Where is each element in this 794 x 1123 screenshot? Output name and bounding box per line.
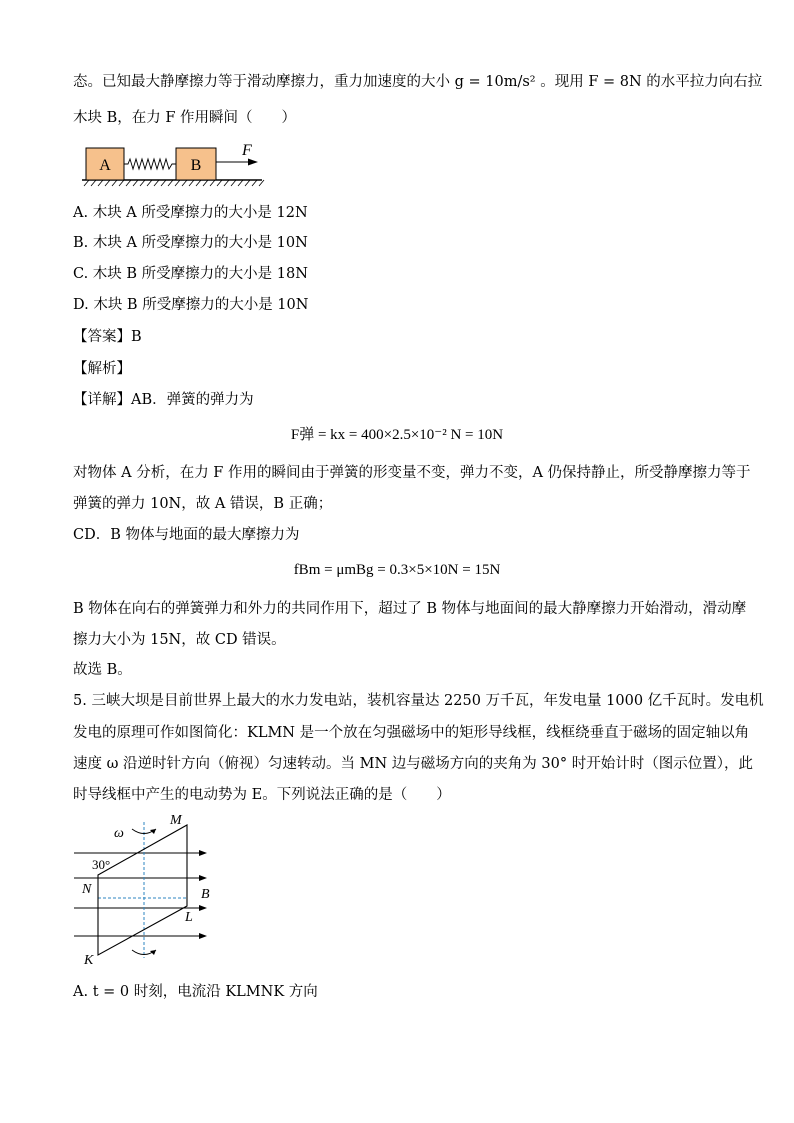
angle-label: 30°: [92, 857, 111, 872]
question-5-text: 5. 三峡大坝是目前世界上最大的水力发电站，装机容量达 2250 万千瓦，年发电量 1000 亿千瓦时。发电机: [73, 693, 764, 709]
block-b-label: B: [190, 157, 202, 174]
coil-field-figure: [70, 808, 220, 970]
equation-spring-force: F弹 = kx = 400×2.5×10⁻² N = 10N: [290, 427, 504, 443]
text-line: 擦力大小为 15N，故 CD 错误。: [73, 632, 286, 648]
text-line: CD．B 物体与地面的最大摩擦力为: [73, 527, 300, 543]
analysis-heading: 【解析】: [73, 361, 131, 377]
question-5-option-a: A. t = 0 时刻，电流沿 KLMNK 方向: [73, 984, 318, 1000]
block-a-label: A: [99, 157, 111, 174]
option-b: B. 木块 A 所受摩擦力的大小是 10N: [73, 235, 308, 251]
text-line: 故选 B。: [73, 662, 132, 678]
option-c: C. 木块 B 所受摩擦力的大小是 18N: [73, 266, 308, 282]
field-b-label: B: [201, 887, 210, 902]
vertex-k-label: K: [84, 953, 94, 968]
spring: [124, 159, 176, 169]
force-label: F: [242, 142, 252, 159]
vertex-n-label: N: [82, 882, 92, 897]
text-line: 弹簧的弹力 10N，故 A 错误，B 正确；: [73, 496, 333, 512]
ground-hatching: [84, 180, 264, 186]
equation-max-friction: fBm = μmBg = 0.3×5×10N = 15N: [293, 562, 501, 578]
vertex-m-label: M: [170, 813, 182, 828]
answer: 【答案】B: [73, 329, 142, 345]
detail-heading: 【详解】AB．弹簧的弹力为: [73, 392, 254, 408]
option-a: A. 木块 A 所受摩擦力的大小是 12N: [73, 205, 308, 221]
text-line: 态。已知最大静摩擦力等于滑动摩擦力，重力加速度的大小 g = 10m/s² 。现用 F = 8N 的水平拉力向右拉: [73, 74, 763, 90]
blocks-spring-figure: [76, 140, 268, 192]
text-line: B 物体在向右的弹簧弹力和外力的共同作用下，超过了 B 物体与地面间的最大静摩擦力开始滑动，滑动摩: [73, 601, 747, 617]
vertex-l-label: L: [185, 910, 193, 925]
omega-label: ω: [114, 826, 124, 841]
text-line: 木块 B，在力 F 作用瞬间（ ）: [73, 110, 297, 126]
question-5-text: 速度 ω 沿逆时针方向（俯视）匀速转动。当 MN 边与磁场方向的夹角为 30° 时开始计时（图示位置），此: [73, 756, 753, 772]
option-d: D. 木块 B 所受摩擦力的大小是 10N: [73, 297, 309, 313]
question-5-text: 时导线框中产生的电动势为 E。下列说法正确的是（ ）: [73, 787, 451, 803]
force-arrowhead: [248, 159, 258, 166]
text-line: 对物体 A 分析，在力 F 作用的瞬间由于弹簧的形变量不变，弹力不变，A 仍保持静止，所受静摩擦力等于: [73, 465, 751, 481]
question-5-text: 发电的原理可作如图简化：KLMN 是一个放在匀强磁场中的矩形导线框，线框绕垂直于磁场的固定轴以角: [73, 725, 750, 741]
